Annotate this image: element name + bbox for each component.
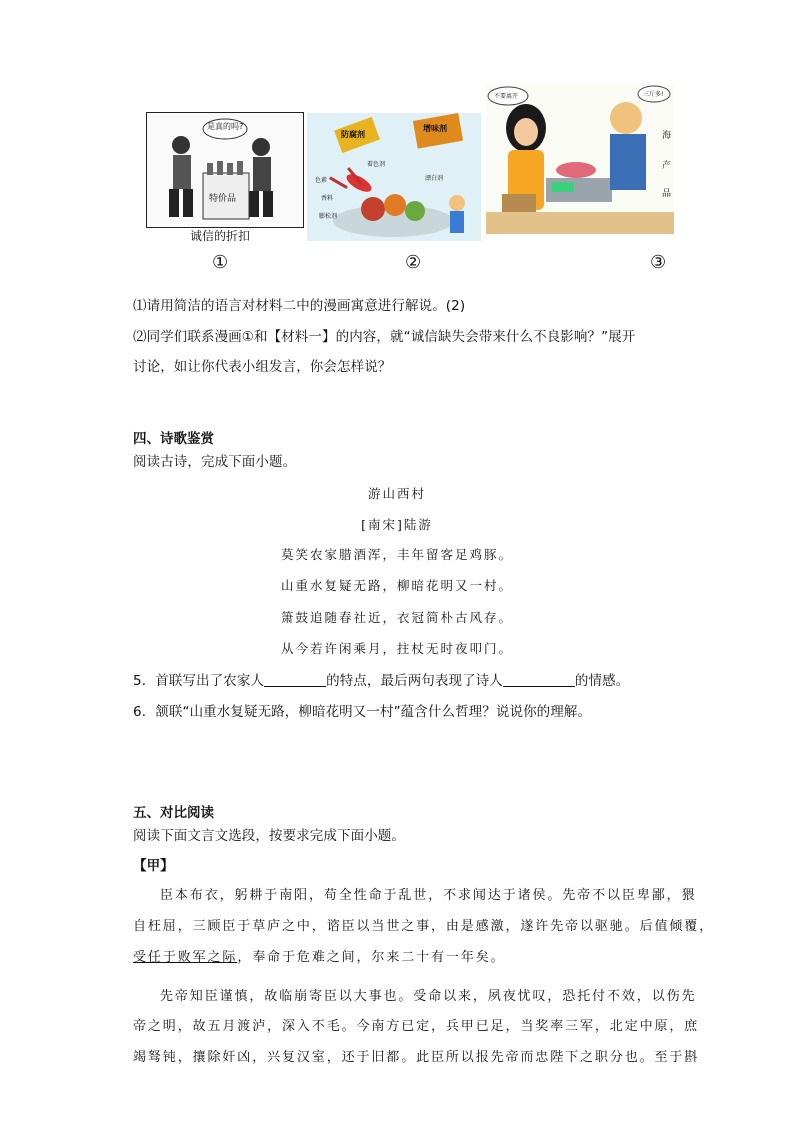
cartoon-number-1: ① [212, 252, 229, 273]
question-5 [133, 671, 629, 691]
passage-line: 帝之明，故五月渡泸，深入不毛。今南方已定，兵甲已足，当奖率三军，北定中原，庶 [133, 1019, 700, 1034]
poem-author: [南宋]陆游 [361, 517, 433, 532]
passage-line: 先帝知臣谨慎，故临崩寄臣以大事也。受命以来，夙夜忧叹，恐托付不效，以伤先 [160, 989, 697, 1004]
cartoon-3-sign-char: 海 [662, 131, 672, 141]
cartoon-2 [307, 113, 481, 241]
question-5-part-c: 的情感。 [574, 673, 630, 689]
question-5-part-b: 的特点，最后两句表现了诗人 [326, 673, 503, 689]
answer-blank-2[interactable] [503, 672, 575, 687]
cartoon-2-small-label: 漂白剂 [425, 175, 444, 182]
question-6: 6．颔联“山重水复疑无路，柳暗花明又一村”蕴含什么哲理？说说你的理解。 [133, 704, 592, 720]
cartoon-2-label-preservative: 防腐剂 [341, 130, 365, 139]
cartoon-3-bubble-left: 不要离开 [494, 93, 519, 100]
passage-label-jia: 【甲】 [133, 858, 174, 874]
cartoon-number-2: ② [405, 252, 422, 273]
cartoon-1 [146, 112, 304, 228]
poem-title: 游山西村 [367, 486, 426, 501]
cartoon-3-sign-char: 品 [662, 189, 672, 199]
cartoon-2-small-label: 色素 [315, 177, 328, 184]
section-5-heading: 五、对比阅读 [133, 805, 214, 821]
question-1: ⑴请用简洁的语言对材料二中的漫画寓意进行解说。(2) [133, 298, 466, 314]
section-4-heading: 四、诗歌鉴赏 [133, 431, 214, 447]
cartoon-3 [486, 84, 674, 234]
poem-line: 从今若许闲乘月，拄杖无时夜叩门。 [280, 641, 513, 656]
cartoon-2-small-label: 着色剂 [367, 161, 386, 168]
cartoon-3-bubble-right: 三斤多! [643, 91, 664, 98]
underlined-phrase: 受任于败军之际 [133, 950, 238, 965]
section-4-instruction: 阅读古诗，完成下面小题。 [133, 454, 297, 470]
passage-line-rest: ，奉命于危难之间，尔来二十有一年矣。 [237, 950, 506, 965]
question-5-part-a: 5．首联写出了农家人 [133, 673, 265, 689]
cartoon-2-drawing [307, 113, 481, 241]
passage-line: 自枉屈，三顾臣于草庐之中，谘臣以当世之事，由是感激，遂许先帝以驱驰。后值倾覆， [133, 919, 715, 934]
cartoon-3-drawing [486, 84, 674, 234]
section-5-instruction: 阅读下面文言文选段，按要求完成下面小题。 [133, 828, 405, 844]
cartoon-1-caption: 诚信的折扣 [190, 229, 251, 243]
passage-line: 竭驽钝，攘除奸凶，兴复汉室，还于旧都。此臣所以报先帝而忠陛下之职分也。至于斟 [133, 1050, 700, 1065]
poem-line: 箫鼓追随春社近，衣冠简朴古风存。 [280, 610, 513, 625]
cartoon-1-tag: 特价品 [209, 194, 237, 204]
question-2-line-2: 讨论，如让你代表小组发言，你会怎样说？ [133, 359, 392, 375]
poem-line: 山重水复疑无路，柳暗花明又一村。 [280, 578, 513, 593]
cartoon-2-small-label: 香料 [321, 195, 334, 202]
passage-line: 臣本布衣，躬耕于南阳，苟全性命于乱世，不求闻达于诸侯。先帝不以臣卑鄙，猥 [160, 888, 697, 903]
cartoon-2-small-label: 膨松剂 [319, 213, 338, 220]
answer-blank-1[interactable] [264, 672, 326, 687]
passage-line [133, 948, 506, 968]
cartoon-1-bubble-text: 是真的吗? [207, 122, 244, 131]
question-2-line-1: ⑵同学们联系漫画①和【材料一】的内容，就“诚信缺失会带来什么不良影响？”展开 [133, 329, 636, 345]
cartoon-2-label-flavor: 增味剂 [423, 124, 447, 133]
poem-line: 莫笑农家腊酒浑，丰年留客足鸡豚。 [280, 547, 513, 562]
cartoon-3-sign-char: 产 [662, 161, 672, 171]
cartoon-number-3: ③ [650, 252, 667, 273]
